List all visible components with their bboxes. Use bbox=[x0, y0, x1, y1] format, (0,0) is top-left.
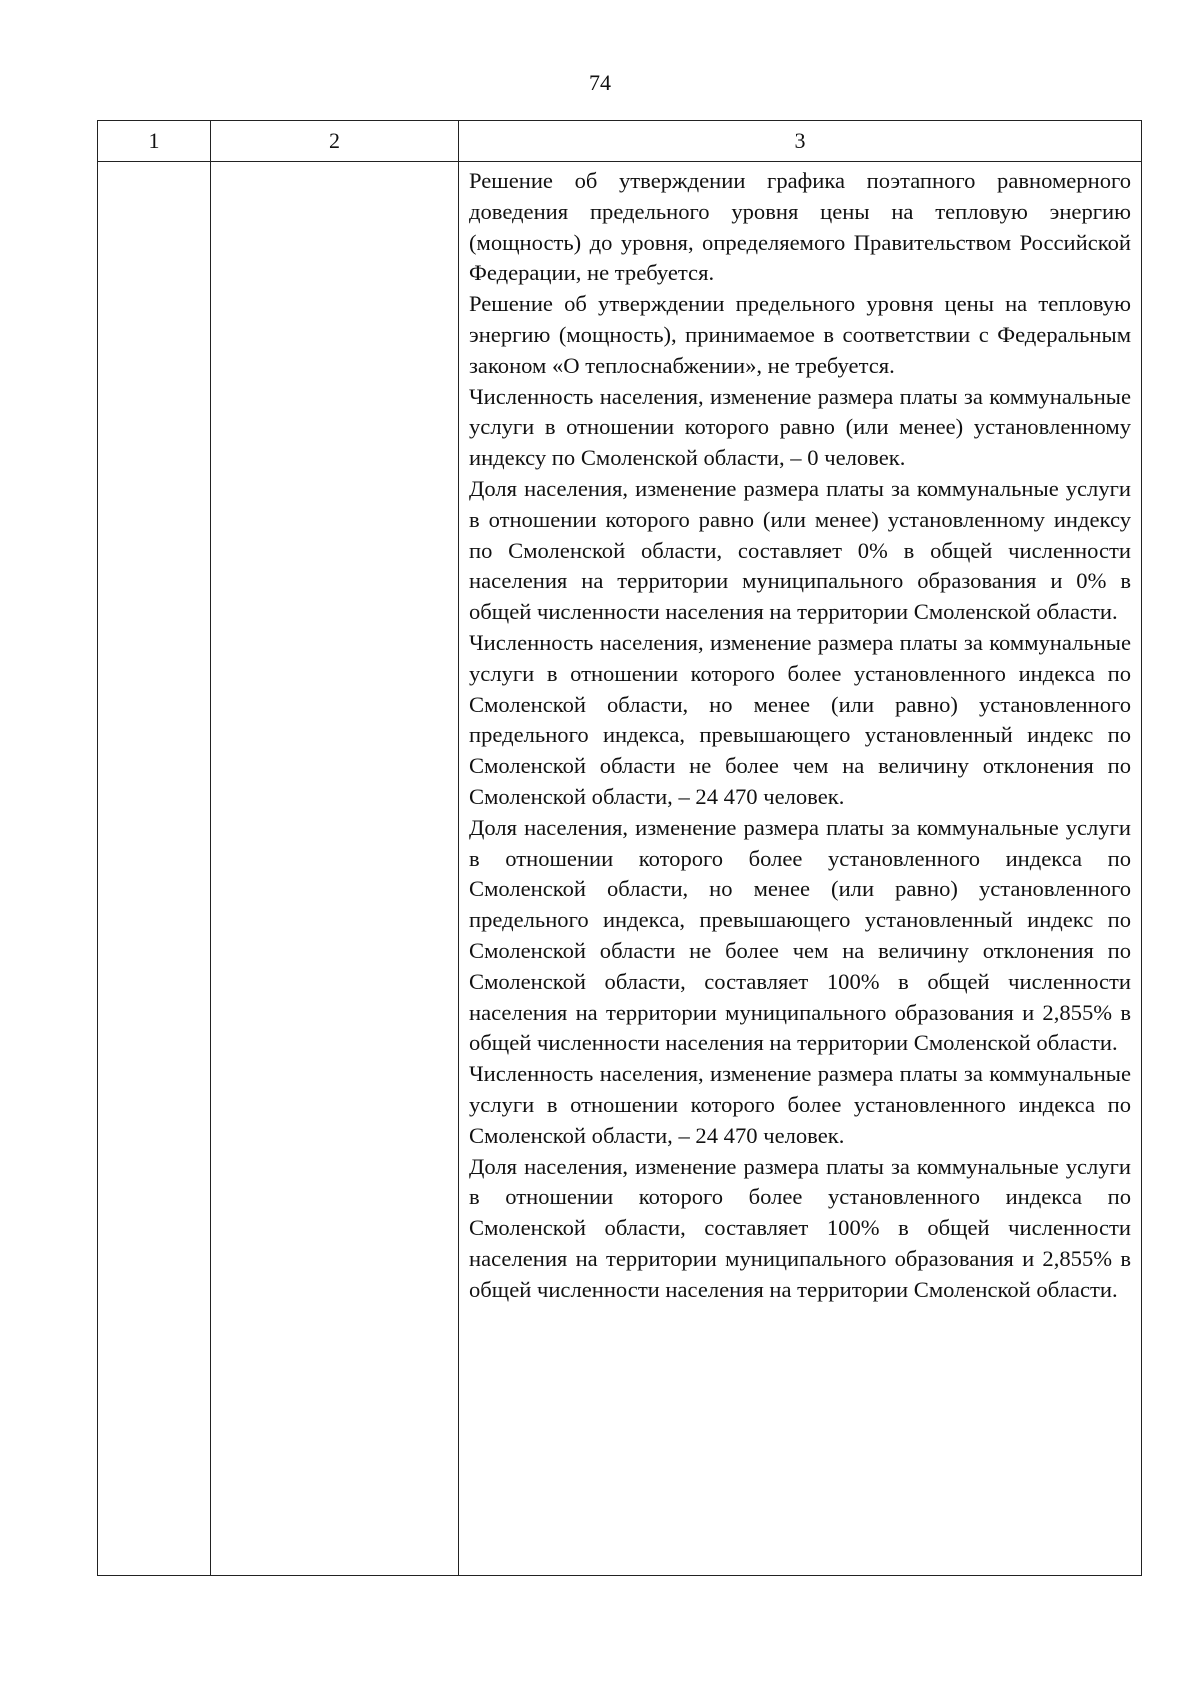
table-header-row bbox=[98, 121, 1142, 162]
table-cell-col3 bbox=[459, 162, 1142, 1576]
paragraph-heat-price-schedule: Решение об утверждении графика поэтапного равномерного доведения предельного уровня цены на тепловую энергию (мощность) до уровня, определяемого Правительством Российской Федерации, не требуется. bbox=[469, 168, 1131, 286]
paragraph-population-above-index: Численность населения, изменение размера платы за коммунальные услуги в отношении которого более установленного индекса по Смоленской области, – 24 470 человек. bbox=[469, 1061, 1131, 1148]
paragraph-share-equal-index: Доля населения, изменение размера платы за коммунальные услуги в отношении которого равно (или менее) установленному индексу по Смоленской области, составляет 0% в общей численности населения на территории муниципального образования и 0% в общей численности населения на территории Смоленской области. bbox=[469, 475, 1131, 625]
paragraph-population-within-deviation: Численность населения, изменение размера платы за коммунальные услуги в отношении которого более установленного индекса по Смоленской области, но менее (или равно) установленного предельного индекса, превышающего установленный индекс по Смоленской области не более чем на величину отклонения по Смоленской области, – 24 470 человек. bbox=[469, 629, 1131, 809]
column-header-3: 3 bbox=[459, 121, 1142, 162]
table-row bbox=[98, 162, 1142, 1576]
paragraph-population-equal-index: Численность населения, изменение размера платы за коммунальные услуги в отношении которого равно (или менее) установленному индексу по Смоленской области, – 0 человек. bbox=[469, 383, 1131, 471]
paragraph-share-above-index: Доля населения, изменение размера платы за коммунальные услуги в отношении которого более установленного индекса по Смоленской области, составляет 100% в общей численности населения на территории муниципального образования и 2,855% в общей численности населения на территории Смоленской области. bbox=[469, 1153, 1131, 1302]
content-table bbox=[97, 120, 1142, 1576]
paragraph-share-within-deviation: Доля населения, изменение размера платы за коммунальные услуги в отношении которого более установленного индекса по Смоленской области, но менее (или равно) установленного предельного индекса, превышающего установленный индекс по Смоленской области не более чем на величину отклонения по Смоленской области, составляет 100% в общей численности населения на территории муниципального образования и 2,855% в общей численности населения на территории Смоленской области. bbox=[469, 814, 1131, 1056]
page-number: 74 bbox=[589, 70, 611, 95]
table-cell-col1 bbox=[98, 162, 211, 1576]
table-cell-col2 bbox=[211, 162, 459, 1576]
paragraph-heat-price-limit: Решение об утверждении предельного уровня цены на тепловую энергию (мощность), принимаемое в соответствии с Федеральным законом «О теплоснабжении», не требуется. bbox=[469, 291, 1131, 378]
column-header-1: 1 bbox=[98, 121, 211, 162]
column-header-2: 2 bbox=[211, 121, 459, 162]
